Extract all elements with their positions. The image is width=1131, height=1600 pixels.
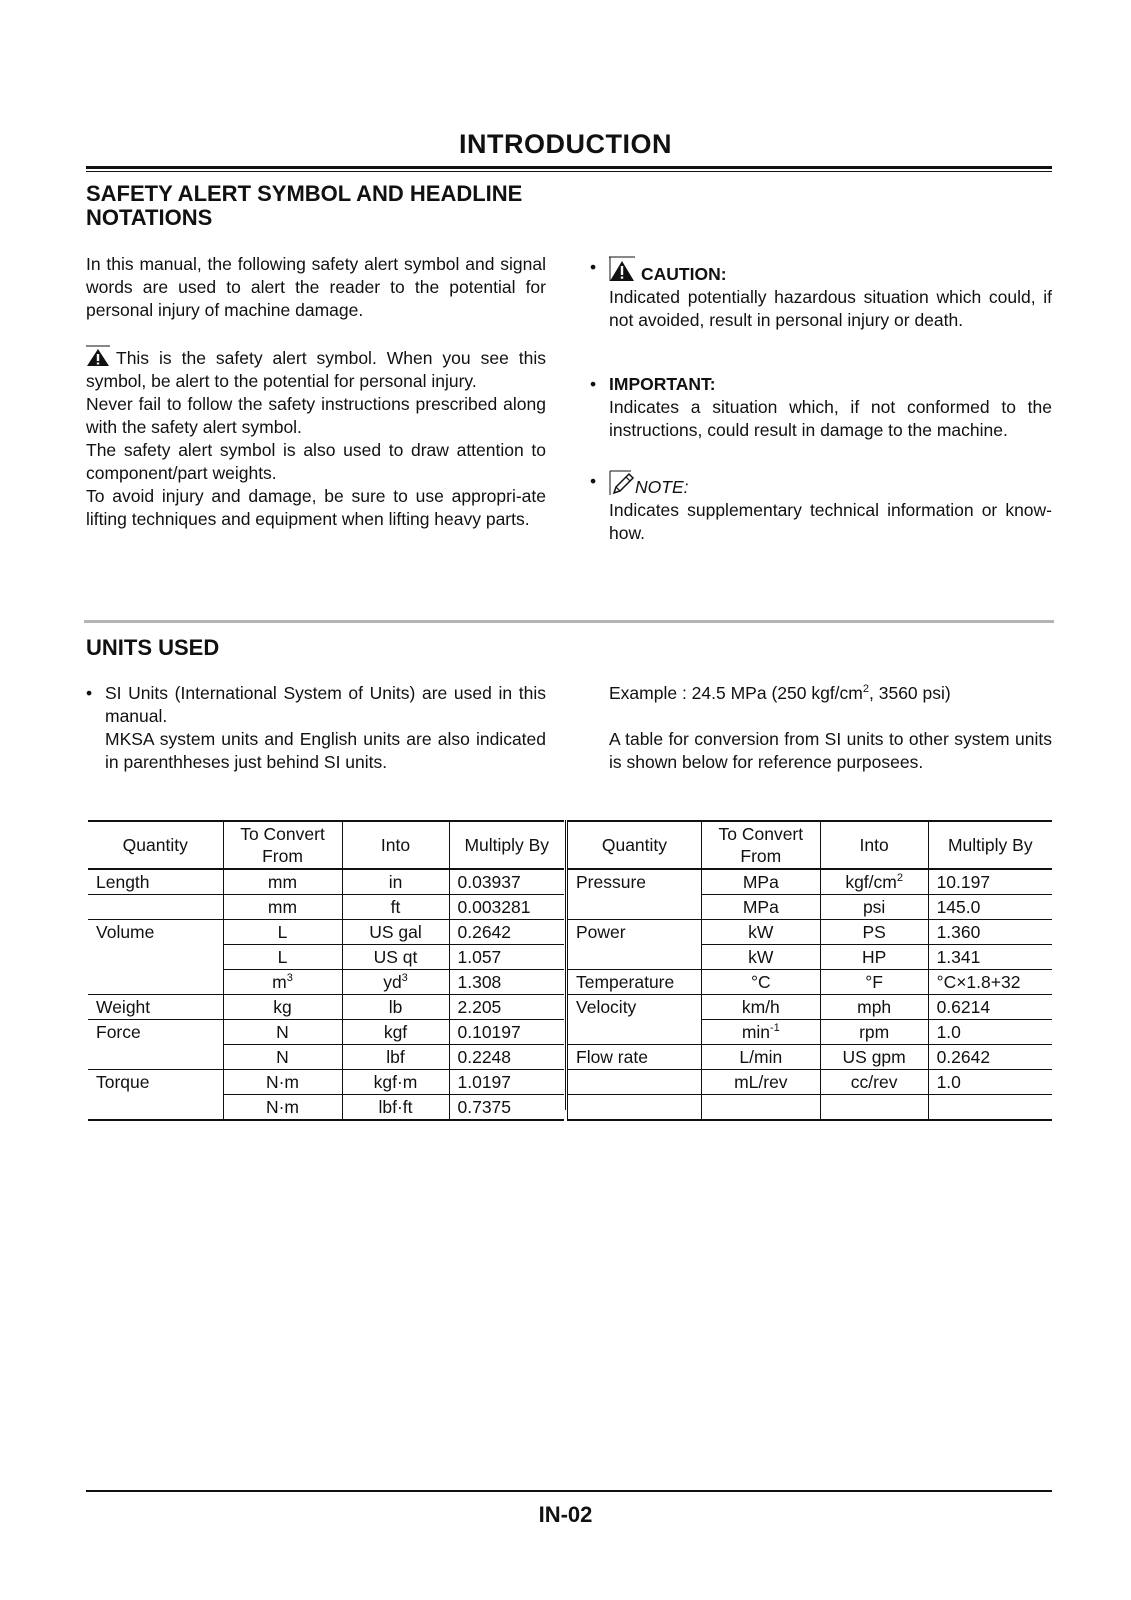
table-row: N lbf 0.2248 [88, 1045, 564, 1070]
table-row: Volume L US gal 0.2642 [88, 920, 564, 945]
safety-weights: The safety alert symbol is also used to draw attention to component/part weights. [86, 440, 546, 483]
page-title: INTRODUCTION [459, 129, 672, 159]
bullet-icon: • [86, 683, 93, 703]
note-label: NOTE: [635, 477, 689, 497]
conversion-table-left [88, 820, 564, 1121]
safety-intro: In this manual, the following safety alert symbol and signal words are used to alert the reader to the potential for personal injury of machine damage. [86, 254, 546, 320]
units-bullet [86, 682, 546, 782]
table-row: Pressure MPa kgf/$cm^2$ 10.197 [568, 869, 1053, 895]
important-item [590, 373, 1052, 440]
table-row: Force N kgf 0.10197 [88, 1020, 564, 1045]
table-row: Torque N·m kgf·m 1.0197 [88, 1070, 564, 1095]
units-mksa-text: MKSA system units and English units are also indicated in parenthheses just behind SI units. [105, 729, 546, 772]
caution-label: CAUTION: [641, 264, 727, 284]
table-row: Velocity km/h mph 0.6214 [568, 995, 1053, 1020]
pencil-note-icon [609, 470, 635, 496]
table-row: MPa psi 145.0 [568, 895, 1053, 920]
table-row: L US qt 1.057 [88, 945, 564, 970]
caution-text: Indicated potentially hazardous situation which could, if not avoided, result in personal injury or death. [609, 287, 1052, 330]
table-row: $\min^{-1}$ rpm 1.0 [568, 1020, 1053, 1045]
col-header-into: Into [820, 821, 928, 869]
bullet-icon: • [590, 257, 597, 277]
units-example: Example : 24.5 MPa (250 kgf/$cm^2$, 3560 psi) [609, 683, 951, 703]
table-double-divider [565, 820, 566, 1110]
table-row: mm ft 0.003281 [88, 895, 564, 920]
units-si-text: SI Units (International System of Units) are used in this manual. [105, 683, 546, 726]
important-text: Indicates a situation which, if not conformed to the instructions, could result in damage to the machine. [609, 397, 1052, 440]
page-number: IN-02 [538, 1502, 593, 1527]
col-header-from: To Convert From [701, 821, 820, 869]
units-heading: UNITS USED [86, 635, 220, 660]
table-row: $m^3$ $yd^3$ 1.308 [88, 970, 564, 995]
col-header-into: Into [342, 821, 449, 869]
table-row: kW HP 1.341 [568, 945, 1053, 970]
col-header-multiply: Multiply By [449, 821, 564, 869]
header-rule-thin [86, 171, 1052, 172]
section-divider [84, 620, 1054, 623]
table-row: Flow rate L/min US gpm 0.2642 [568, 1045, 1053, 1070]
warning-triangle-icon [86, 345, 110, 367]
safety-intro-block [86, 253, 546, 531]
bullet-icon: • [590, 471, 597, 491]
col-header-quantity: Quantity [568, 821, 702, 869]
important-label: IMPORTANT: [609, 374, 716, 394]
caution-item [590, 256, 1052, 348]
col-header-quantity: Quantity [88, 821, 223, 869]
table-row: Temperature °C °F °C×1.8+32 [568, 970, 1053, 995]
header-rule [86, 166, 1052, 169]
safety-heading: SAFETY ALERT SYMBOL AND HEADLINE NOTATIONS [86, 181, 523, 230]
warning-triangle-icon [609, 256, 635, 282]
col-header-from: To Convert From [223, 821, 342, 869]
safety-symbol-paragraph: This is the safety alert symbol. When you see this symbol, be alert to the potential for personal injury. [86, 345, 546, 393]
table-row: Weight kg lb 2.205 [88, 995, 564, 1020]
bullet-icon: • [590, 374, 597, 394]
units-right-block [609, 682, 1052, 774]
note-text: Indicates supplementary technical information or know-how. [609, 500, 1052, 543]
table-row: Power kW PS 1.360 [568, 920, 1053, 945]
safety-lifting: To avoid injury and damage, be sure to use appropri-ate lifting techniques and equipment when lifting heavy parts. [86, 486, 546, 529]
safety-instructions: Never fail to follow the safety instructions prescribed along with the safety alert symbol. [86, 394, 546, 437]
table-row [568, 1095, 1053, 1121]
table-row: N·m lbf·ft 0.7375 [88, 1095, 564, 1121]
table-row: mL/rev cc/rev 1.0 [568, 1070, 1053, 1095]
conversion-table-right [567, 820, 1052, 1121]
col-header-multiply: Multiply By [928, 821, 1052, 869]
units-table-note: A table for conversion from SI units to other system units is shown below for reference purposees. [609, 729, 1052, 772]
footer-rule [86, 1490, 1052, 1492]
table-row: Length mm in 0.03937 [88, 869, 564, 895]
note-item [590, 470, 1052, 543]
